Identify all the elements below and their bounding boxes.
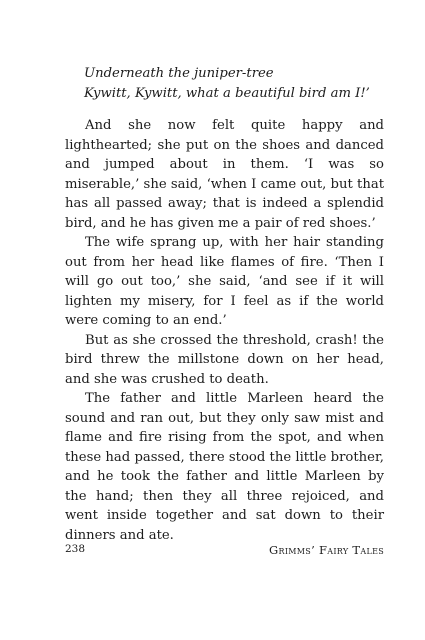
page-number: 238 bbox=[65, 543, 86, 555]
body-text bbox=[65, 116, 384, 545]
paragraph: And she now felt quite happy and lighthearted; she put on the shoes and danced and jumped about in them. ‘I was so miserable,’ she said, ‘when I came out, but that has all passed away; that is indeed a splendid bird, and he has given me a pair of red shoes.’ bbox=[65, 118, 384, 231]
paragraph: The father and little Marleen heard the sound and ran out, but they only saw mist and flame and fire rising from the spot, and when these had passed, there stood the little brother, and he took the father and little Marleen by the hand; then they all three rejoiced, and went inside together and sat down to their dinners and ate. bbox=[65, 391, 384, 543]
page-footer bbox=[65, 543, 384, 557]
paragraph: The wife sprang up, with her hair standing out from her head like flames of fire. ‘Then I will go out too,’ she said, ‘and see if it will lighten my misery, for I feel as if the world were coming to an end.’ bbox=[65, 235, 384, 328]
running-title: Grimms’ Fairy Tales bbox=[269, 543, 384, 557]
verse-line-2: Kywitt, Kywitt, what a beautiful bird am I!’ bbox=[84, 85, 370, 101]
verse-line-1: Underneath the juniper-tree bbox=[84, 66, 274, 81]
verse-block bbox=[84, 64, 384, 103]
paragraph: But as she crossed the threshold, crash! the bird threw the millstone down on her head, and she was crushed to death. bbox=[65, 332, 384, 387]
